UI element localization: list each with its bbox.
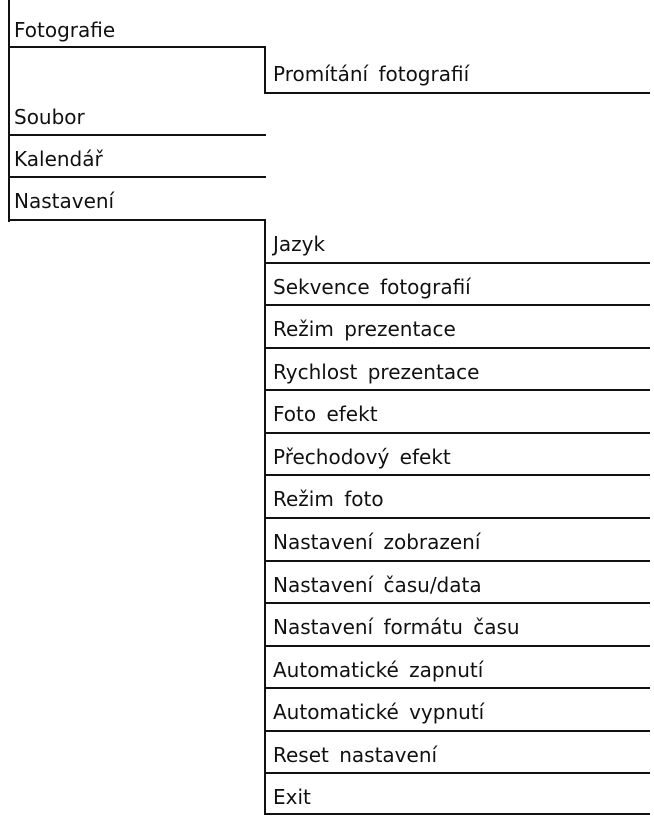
main-item-nastaveni: Nastavení [14, 189, 115, 213]
reset-underline [264, 772, 650, 774]
submenu-item-reset: Reset nastavení [273, 743, 438, 767]
auto-zapnuti-underline [264, 687, 650, 689]
rychlost-underline [264, 389, 650, 391]
cas-data-underline [264, 602, 650, 604]
main-column-line [8, 0, 10, 222]
auto-vypnuti-underline [264, 730, 650, 732]
soubor-underline [8, 134, 266, 136]
main-item-fotografie: Fotografie [14, 18, 116, 42]
fotografie-submenu-connector [264, 46, 266, 94]
submenu-item-rezim-foto: Režim foto [273, 487, 384, 511]
zobrazeni-underline [264, 560, 650, 562]
submenu-item-jazyk: Jazyk [273, 232, 326, 256]
fotografie-underline [8, 46, 266, 48]
submenu-item-cas-data: Nastavení času/data [273, 573, 482, 597]
exit-underline [264, 813, 650, 815]
submenu-item-promitani: Promítání fotografií [273, 62, 470, 86]
kalendar-underline [8, 176, 266, 178]
submenu-item-zobrazeni: Nastavení zobrazení [273, 530, 481, 554]
submenu-item-auto-zapnuti: Automatické zapnutí [273, 658, 484, 682]
jazyk-underline [264, 262, 650, 264]
nastaveni-underline [8, 219, 266, 221]
submenu-item-exit: Exit [273, 785, 311, 809]
prechodovy-underline [264, 474, 650, 476]
submenu-item-rychlost: Rychlost prezentace [273, 360, 480, 384]
promitani-underline [264, 92, 650, 94]
main-item-kalendar: Kalendář [14, 147, 103, 171]
submenu-item-prechodovy: Přechodový efekt [273, 445, 451, 469]
submenu-item-sekvence: Sekvence fotografií [273, 275, 471, 299]
submenu-item-foto-efekt: Foto efekt [273, 402, 378, 426]
format-casu-underline [264, 645, 650, 647]
rezim-prezentace-underline [264, 347, 650, 349]
submenu-item-rezim-prezentace: Režim prezentace [273, 317, 456, 341]
submenu-item-format-casu: Nastavení formátu času [273, 615, 520, 639]
foto-efekt-underline [264, 432, 650, 434]
main-item-soubor: Soubor [14, 105, 85, 129]
rezim-foto-underline [264, 517, 650, 519]
submenu-item-auto-vypnuti: Automatické vypnutí [273, 700, 485, 724]
sekvence-underline [264, 304, 650, 306]
